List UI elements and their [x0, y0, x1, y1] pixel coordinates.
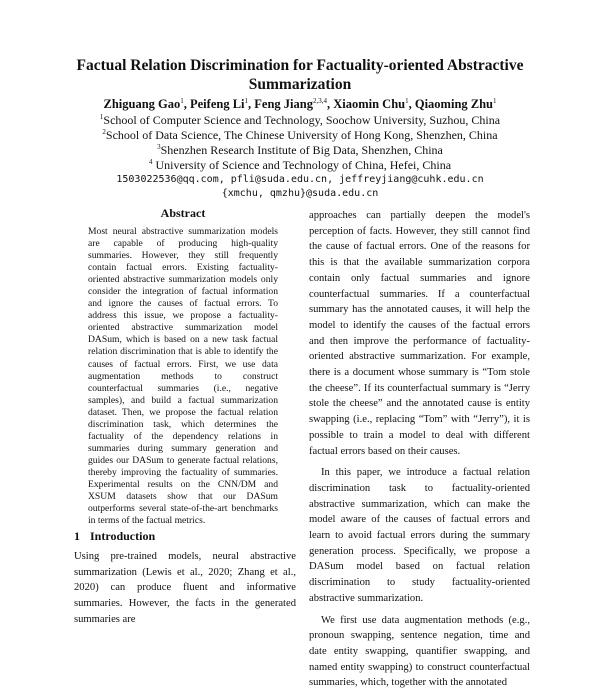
author-name: Xiaomin Chu — [333, 97, 406, 111]
title-line-1: Factual Relation Discrimination for Factuality-oriented Abstractive — [76, 57, 524, 74]
author-emails-line-1: 1503022536@qq.com, pfli@suda.edu.cn, jeffreyjiang@cuhk.edu.cn — [116, 174, 484, 185]
author-affiliation-mark: 1 — [493, 96, 497, 105]
body-paragraph: In this paper, we introduce a factual relation discrimination task to factuality-oriented abstractive summarization, which can make the model aware of the causes of factual errors and learn to avoid factual errors during the summary generation process. Specifically, we propose a DASum model based on factual relation discrimination to study factuality-oriented abstractive summarization. — [309, 467, 530, 604]
section-heading — [74, 529, 294, 544]
intro-left-column: Using pre-trained models, neural abstractive summarization (Lewis et al., 2020; Zhang et al., 2020) can produce fluent and informative summaries. However, the facts in the generated summaries are — [74, 551, 296, 625]
author-affiliation-mark: 2,3,4 — [312, 96, 327, 105]
author-affiliation-mark: 1 — [244, 96, 249, 105]
affiliation-text: School of Computer Science and Technology, Soochow University, Suzhou, China — [103, 113, 501, 127]
author-name: Qiaoming Zhu — [414, 97, 494, 111]
affiliation — [40, 113, 560, 128]
author-affiliation-mark: 1 — [180, 96, 184, 105]
abstract-text: Most neural abstractive summarization models are capable of producing high-quality summaries. However, they still frequently contain factual errors. Existing factuality-oriented abstractive summarization models only consider the integration of factual information and ignore the causes of factual errors. To address this issue, we propose a factuality-oriented abstractive summarization model DASum, which is based on a new task factual relation discrimination that is able to identify the causes of factual errors. First, we use data augmentation methods to construct counterfactual summaries (i.e., negative samples), and build a factual summarization dataset. Then, we propose the factual relation discrimination task, which determines the factuality of the dependency relations in summaries during summary generation and guides our DASum to generate factual relations, thereby improving the factuality of summaries. Experimental results on the CNN/DM and XSUM datasets show that our DASum outperforms several state-of-the-art benchmarks in terms of the factual metrics. — [88, 226, 278, 527]
affiliation-text: School of Data Science, The Chinese University of Hong Kong, Shenzhen, China — [105, 128, 498, 142]
author-separator: , — [408, 97, 415, 111]
author-name: Zhiguang Gao — [103, 97, 181, 111]
section-number: 1 — [74, 529, 80, 543]
author-emails-line-2: {xmchu, qmzhu}@suda.edu.cn — [221, 188, 379, 199]
affiliation-mark: 4 — [148, 158, 153, 166]
affiliation-text: University of Science and Technology of China, Hefei, China — [155, 158, 452, 172]
affiliation — [40, 143, 560, 158]
affiliation-mark: 2 — [102, 128, 106, 136]
affiliation — [40, 158, 560, 173]
affiliation-text: Shenzhen Research Institute of Big Data, Shenzhen, China — [160, 143, 443, 157]
author-name: Peifeng Li — [190, 97, 245, 111]
title-line-2: Summarization — [248, 76, 352, 93]
affiliation — [40, 128, 560, 143]
author-affiliation-mark: 1 — [405, 96, 409, 105]
body-paragraph: approaches can partially deepen the model's perception of facts. However, they still cannot find the cause of factual errors. One of the reasons for this is that the available summarization corpora contain only factual summaries and ignore counterfactual summaries. If a counterfactual summary has the annotated causes, it will help the model to identify the causes of the factual errors and then improve the performance of factuality-oriented abstractive summarization. For example, there is a document whose summary is “Tom stole the cheese”. If its counterfactual summary is “Jerry stole the cheese” and the annotated cause is entity swapping (i.e., replacing “Tom” with “Jerry”), it is possible to train a model to deal with different factual errors based on their causes. — [309, 210, 530, 457]
author-separator: , — [248, 97, 255, 111]
author-name: Feng Jiang — [254, 97, 313, 111]
right-column — [309, 208, 530, 689]
section-title: Introduction — [90, 529, 156, 543]
author-separator: , — [183, 97, 190, 111]
author-separator: , — [326, 97, 334, 111]
paper-title — [40, 56, 560, 94]
body-paragraph: We first use data augmentation methods (e.g., pronoun swapping, sentence negation, time and date entity swapping, quantifier swapping, and named entity swapping) to construct counterfactual summaries, which, together with the annotated — [309, 614, 530, 689]
author-list — [40, 97, 560, 112]
affiliation-mark: 1 — [99, 113, 104, 121]
affiliation-mark: 3 — [157, 143, 161, 151]
abstract-heading: Abstract — [160, 206, 206, 220]
